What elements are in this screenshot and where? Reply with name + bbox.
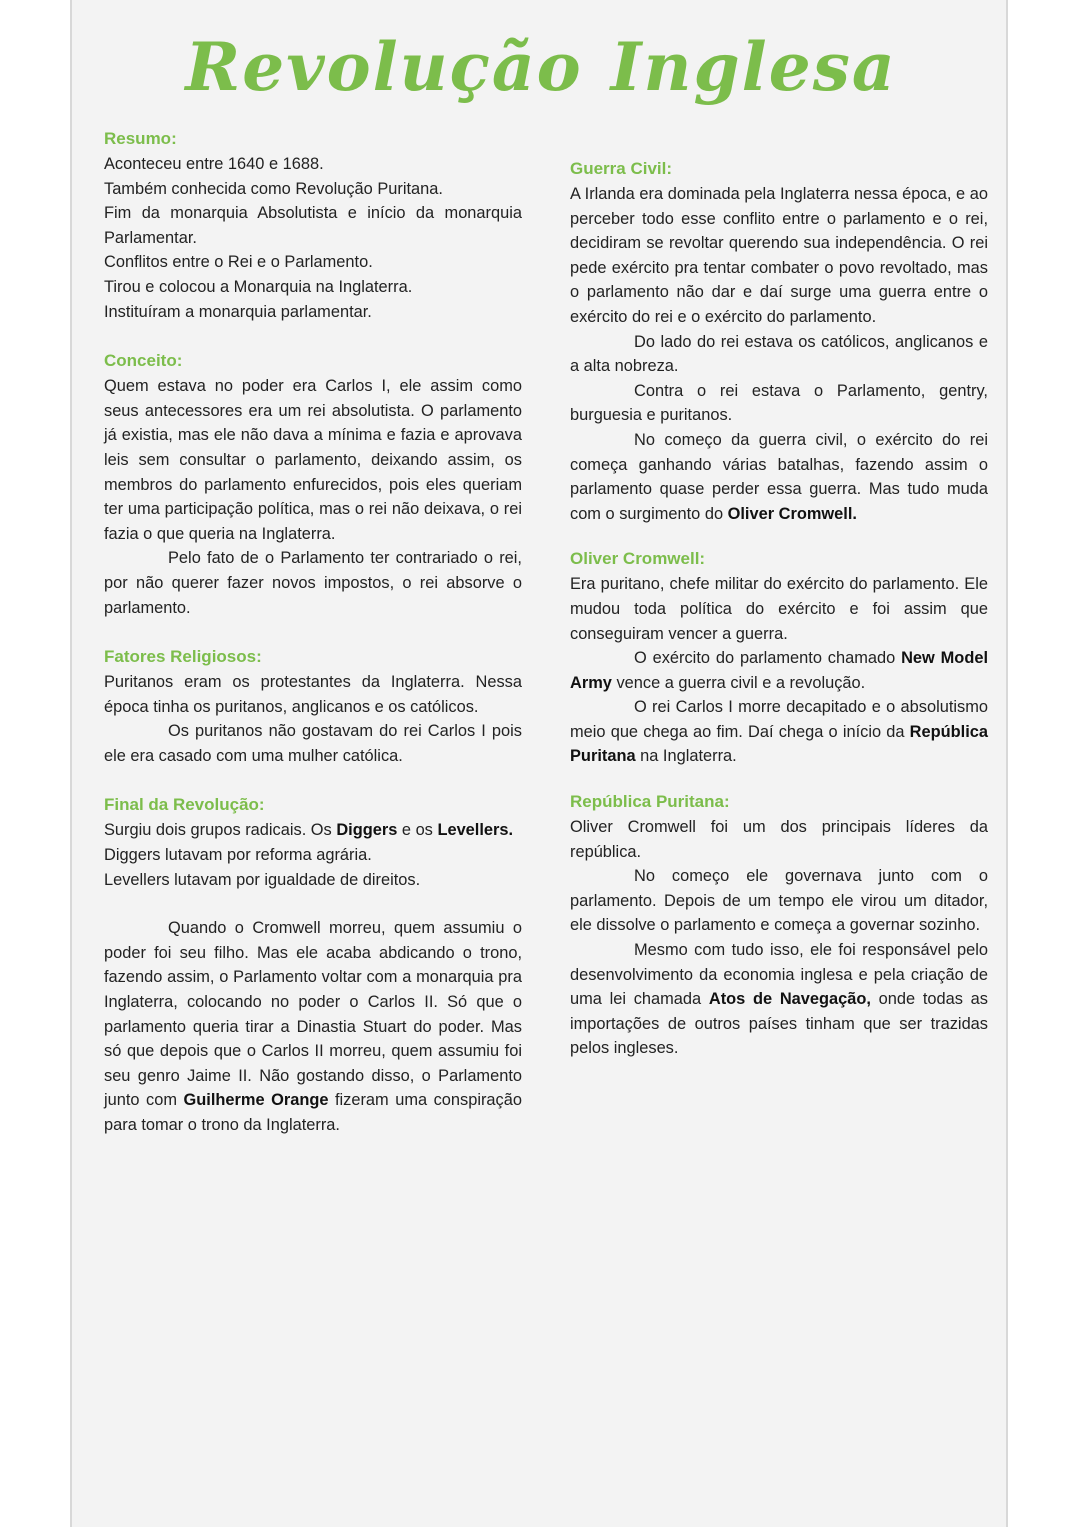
section-resumo bbox=[104, 126, 522, 324]
paragraph: Diggers lutavam por reforma agrária. bbox=[104, 846, 372, 865]
section-guerra-civil bbox=[570, 156, 988, 526]
bold-term: Oliver Cromwell. bbox=[727, 504, 857, 523]
bold-term: New Model Army bbox=[570, 649, 988, 692]
section-republica-puritana bbox=[570, 789, 988, 1061]
text-run: O exército do parlamento chamado bbox=[634, 649, 902, 668]
section-heading: Fatores Religiosos: bbox=[104, 647, 262, 667]
section-heading: Guerra Civil: bbox=[570, 159, 673, 178]
resumo-line: Conflitos entre o Rei e o Parlamento. bbox=[104, 253, 373, 272]
section-heading: Oliver Cromwell: bbox=[570, 549, 706, 569]
bold-term: Levellers. bbox=[437, 821, 514, 840]
text-run: e os bbox=[397, 821, 438, 840]
section-conceito bbox=[104, 348, 522, 620]
bold-term: República Puritana bbox=[570, 722, 988, 766]
section-fatores-religiosos bbox=[104, 644, 522, 768]
paragraph: Quem estava no poder era Carlos I, ele assim como seus antecessores era um rei absolutista. O parlamento já existia, mas ele não dava a mínima e fazia e aprovava leis sem consultar o parlamento, deixando assim, os membros do parlamento enfurecidos, pois eles queriam ter uma participação política, mas o rei não deixava, o rei fazia o que queria na Inglaterra. bbox=[104, 377, 522, 543]
bold-term: Guilherme Orange bbox=[183, 1091, 329, 1110]
paragraph bbox=[570, 938, 988, 1061]
paragraph: Levellers lutavam por igualdade de direitos. bbox=[104, 870, 421, 889]
paragraph bbox=[570, 646, 988, 695]
section-heading: Conceito: bbox=[104, 351, 183, 371]
section-heading: Resumo: bbox=[104, 129, 177, 148]
paragraph: Pelo fato de o Parlamento ter contrariado o rei, por não querer fazer novos impostos, o rei absorve o parlamento. bbox=[104, 549, 522, 617]
text-run: na Inglaterra. bbox=[635, 747, 737, 766]
text-run: O rei Carlos I morre decapitado e o absolutismo meio que chega ao fim. Daí chega o início da bbox=[570, 698, 988, 741]
right-column bbox=[570, 156, 988, 1061]
paragraph: No começo ele governava junto com o parlamento. Depois de um tempo ele virou um ditador, ele dissolve o parlamento e começa a governar sozinho. bbox=[570, 867, 988, 935]
title-word-2: Inglesa bbox=[610, 28, 897, 106]
bold-term: Diggers bbox=[336, 821, 398, 840]
section-oliver-cromwell bbox=[570, 546, 988, 769]
title-word-1: Revolução bbox=[185, 28, 583, 106]
section-heading: República Puritana: bbox=[570, 792, 730, 812]
text-run: Mesmo com tudo isso, ele foi responsável pelo desenvolvimento da economia inglesa e pela criação de uma lei chamada bbox=[570, 941, 988, 1009]
paragraph: A Irlanda era dominada pela Inglaterra nessa época, e ao perceber todo esse conflito entre o parlamento e o rei, decidiram se revoltar querendo sua independência. O rei pede exército pra tentar combater o povo revoltado, mas o parlamento não dar e daí surge uma guerra entre o exército do rei e o exército do parlamento. bbox=[570, 185, 988, 326]
paragraph bbox=[570, 695, 988, 769]
text-run: No começo da guerra civil, o exército do rei começa ganhando várias batalhas, fazendo assim o parlamento quase perder essa guerra. Mas tudo muda com o surgimento do bbox=[570, 430, 988, 523]
text-run: fizeram uma conspiração para tomar o trono da Inglaterra. bbox=[104, 1091, 522, 1134]
paragraph: Contra o rei estava o Parlamento, gentry, burguesia e puritanos. bbox=[570, 381, 988, 425]
section-final-revolucao bbox=[104, 792, 522, 1137]
section-heading: Final da Revolução: bbox=[104, 795, 265, 815]
paragraph: Era puritano, chefe militar do exército do parlamento. Ele mudou toda política do exército e foi assim que conseguiram vencer a guerra. bbox=[570, 575, 988, 643]
bold-term: Atos de Navegação, bbox=[708, 990, 871, 1009]
text-run: vence a guerra civil e a revolução. bbox=[611, 673, 866, 692]
text-run: Surgiu dois grupos radicais. Os bbox=[104, 821, 337, 840]
resumo-line: Tirou e colocou a Monarquia na Inglaterra. bbox=[104, 277, 413, 296]
left-column bbox=[104, 126, 522, 1138]
paragraph: Puritanos eram os protestantes da Inglaterra. Nessa época tinha os puritanos, anglicanos e os católicos. bbox=[104, 673, 522, 716]
resumo-line: Também conhecida como Revolução Puritana. bbox=[104, 179, 443, 198]
notes-page bbox=[70, 0, 1008, 1527]
paragraph: Oliver Cromwell foi um dos principais líderes da república. bbox=[570, 818, 988, 861]
text-run: onde todas as importações de outros países tinham que ser trazidas pelos ingleses. bbox=[570, 990, 988, 1058]
resumo-line: Aconteceu entre 1640 e 1688. bbox=[104, 155, 324, 173]
text-run: Quando o Cromwell morreu, quem assumiu o poder foi seu filho. Mas ele acaba abdicando o trono, fazendo assim, o Parlamento voltar com a monarquia pra Inglaterra, colocando no poder o Carlos II. Só que o parlamento queria tirar a Dinastia Stuart do poder. Mas só que depois que o Carlos II morreu, quem assumiu foi seu genro Jaime II. Não gostando disso, o Parlamento junto com bbox=[104, 919, 522, 1110]
paragraph bbox=[104, 916, 522, 1137]
resumo-line: Instituíram a monarquia parlamentar. bbox=[104, 302, 372, 321]
resumo-line: Fim da monarquia Absolutista e início da monarquia Parlamentar. bbox=[104, 204, 522, 247]
paragraph bbox=[104, 818, 522, 843]
paragraph: Do lado do rei estava os católicos, anglicanos e a alta nobreza. bbox=[570, 332, 988, 376]
paragraph bbox=[570, 428, 988, 526]
page-title bbox=[72, 28, 1010, 106]
paragraph: Os puritanos não gostavam do rei Carlos I pois ele era casado com uma mulher católica. bbox=[104, 722, 522, 765]
